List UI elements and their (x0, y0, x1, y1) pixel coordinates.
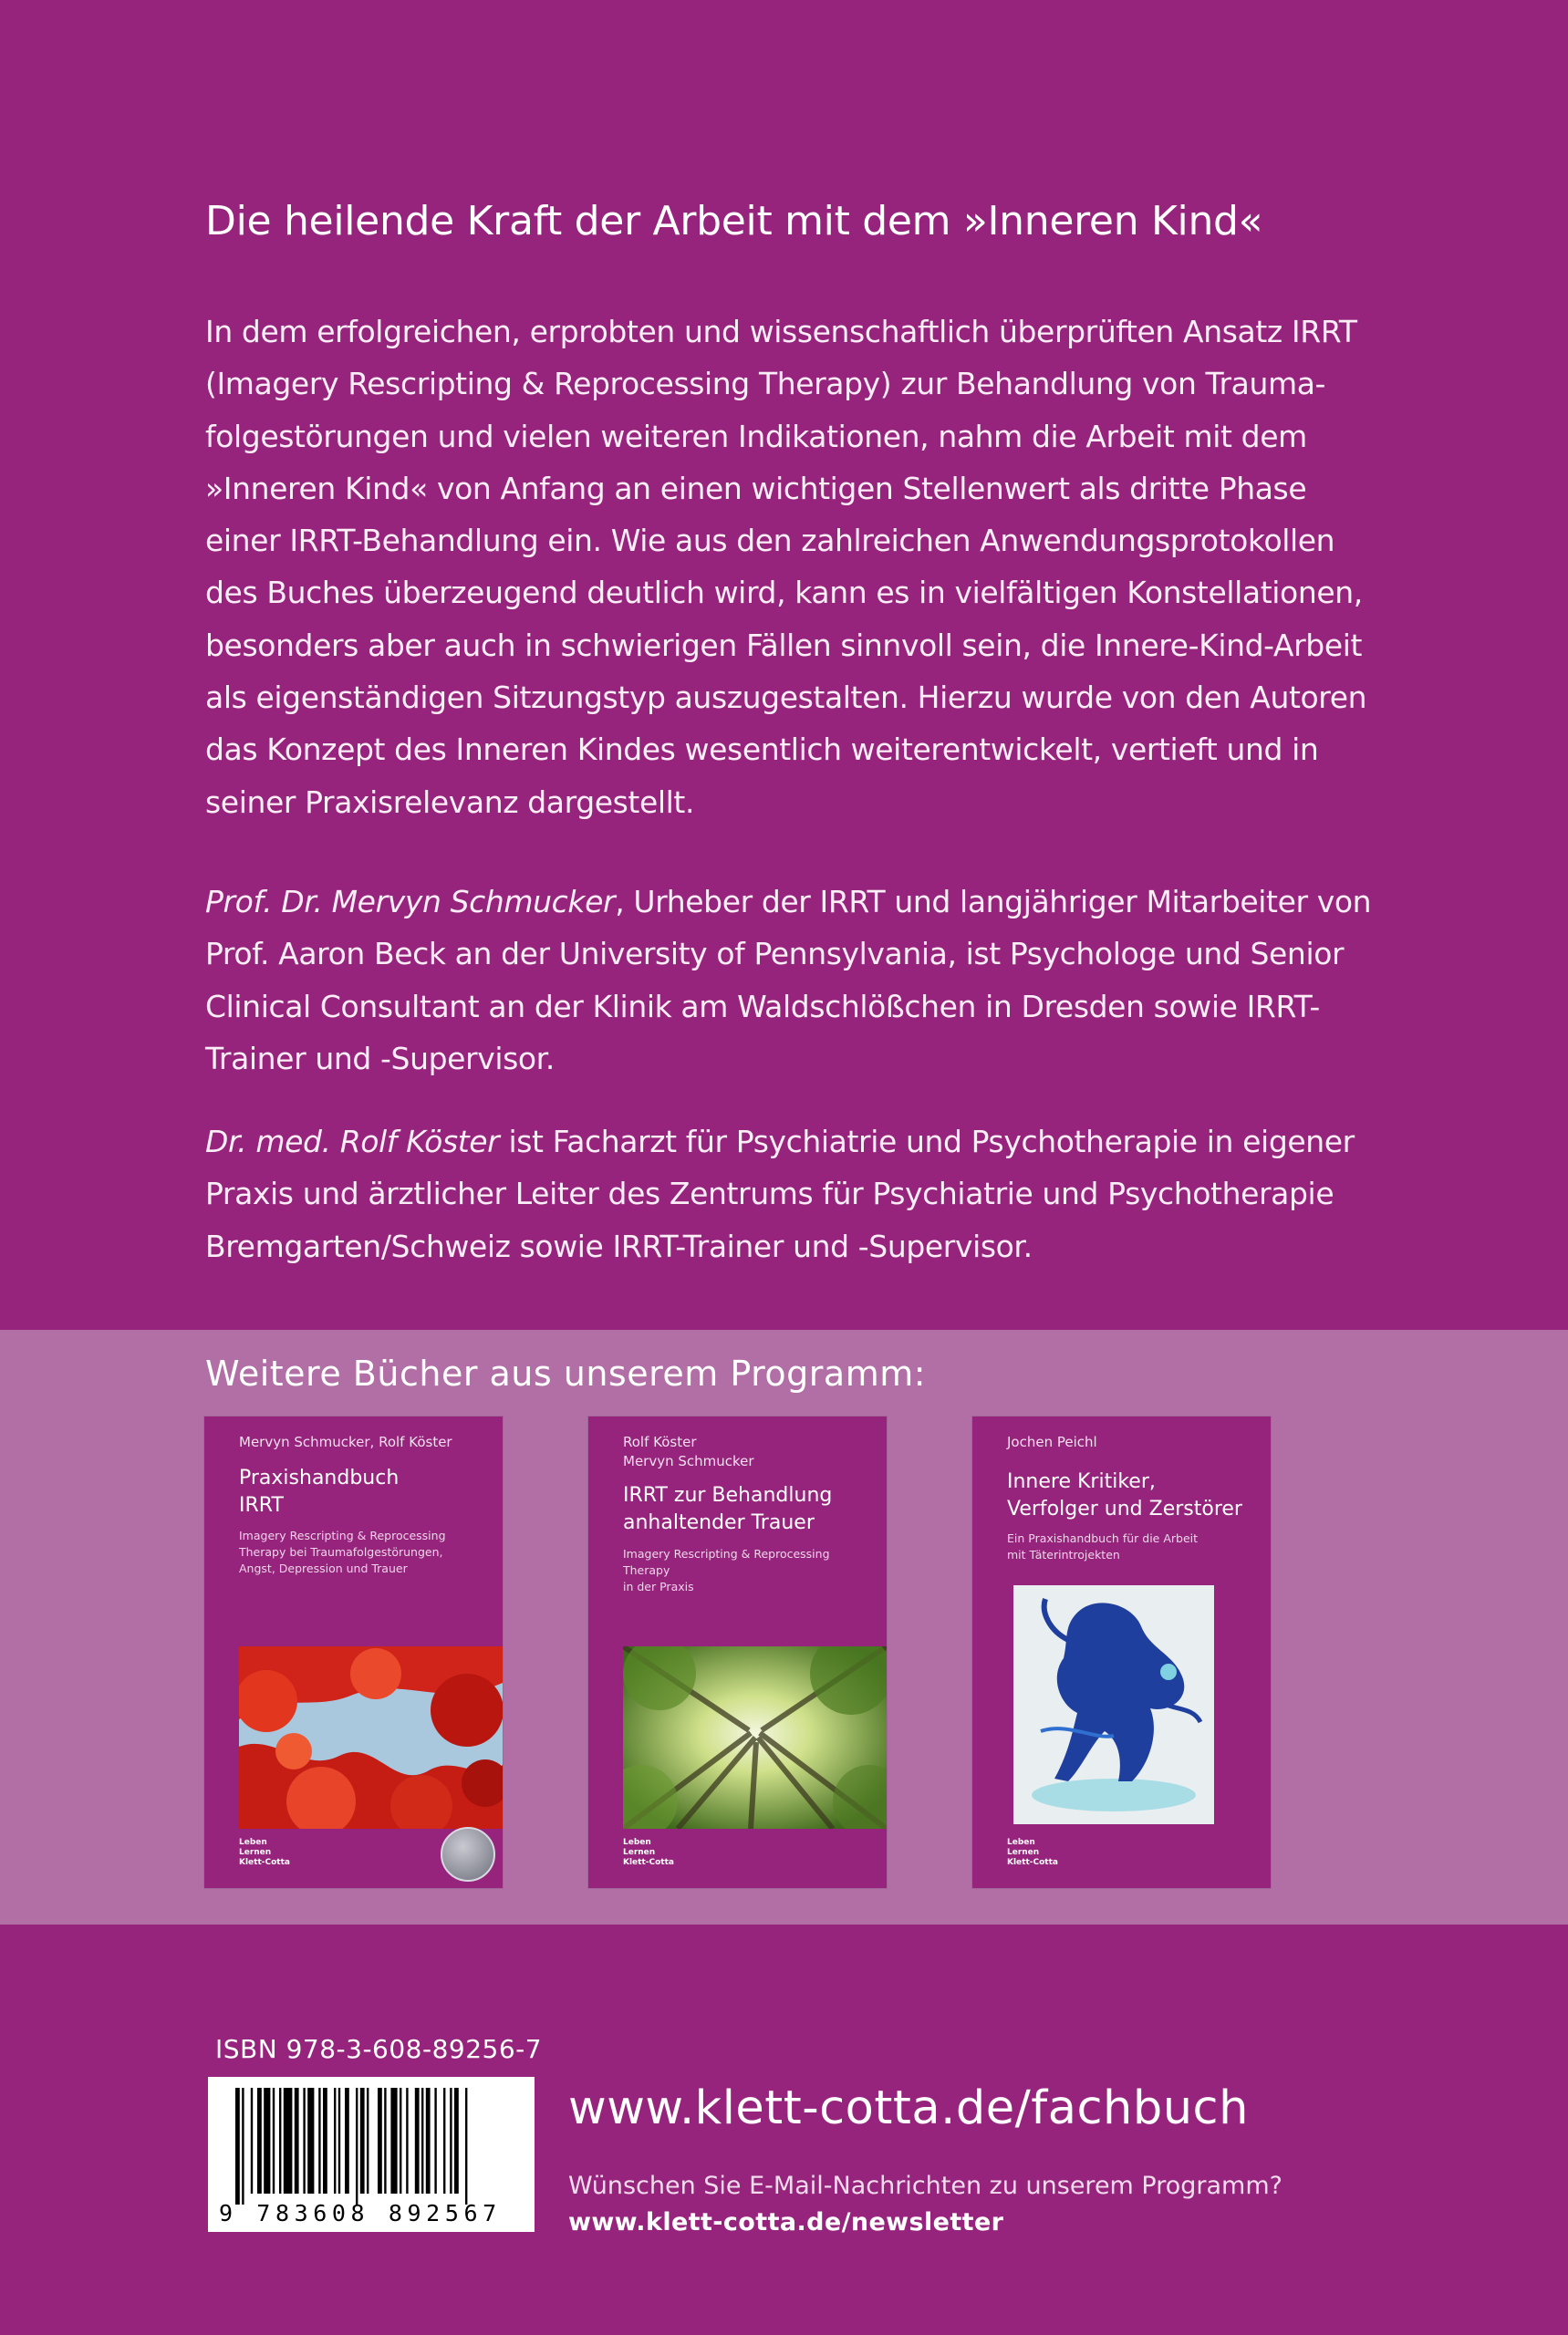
description-line: (Imagery Rescripting & Reprocessing Therapy) zur Behandlung von Trauma- (205, 366, 1326, 402)
description-line: das Konzept des Inneren Kindes wesentlich weiterentwickelt, vertieft und in (205, 732, 1319, 768)
barcode-bar (264, 2088, 270, 2194)
barcode-bar (384, 2088, 386, 2194)
book-cover-irrt-trauer (588, 1417, 887, 1888)
barcode-bar (450, 2088, 452, 2194)
barcode-bar (406, 2088, 408, 2194)
barcode-bar (338, 2088, 340, 2194)
barcode-bar (465, 2088, 467, 2205)
book-authors: Jochen Peichl (1007, 1434, 1097, 1450)
isbn: ISBN 978-3-608-89256-7 (215, 2034, 543, 2064)
description-line: als eigenständigen Sitzungstyp auszugestalten. Hierzu wurde von den Autoren (205, 680, 1367, 716)
author-bio-text: Bremgarten/Schweiz sowie IRRT-Trainer und -Supervisor. (205, 1228, 1033, 1264)
barcode-bar (367, 2088, 369, 2194)
barcode-bar (307, 2088, 314, 2194)
red-maple-leaves-image (239, 1646, 503, 1829)
barcode-digits: 9 783608 892567 (219, 2200, 502, 2226)
barcode-bar (434, 2088, 436, 2194)
award-badge (441, 1827, 495, 1882)
barcode-bar (345, 2088, 349, 2194)
barcode-bar (284, 2088, 293, 2194)
description-line: In dem erfolgreichen, erprobten und wissenschaftlich überprüften Ansatz IRRT (205, 314, 1357, 349)
barcode-bar (415, 2088, 420, 2194)
author-bio-text: ist Facharzt für Psychiatrie und Psychotherapie in eigener (499, 1124, 1355, 1159)
book-authors: Mervyn Schmucker, Rolf Köster (239, 1434, 452, 1450)
author-bio-schmucker (205, 876, 1418, 1084)
newsletter-question: Wünschen Sie E-Mail-Nachrichten zu unserem Programm? (568, 2172, 1282, 2200)
book-title: Praxishandbuch IRRT (239, 1467, 400, 1517)
barcode-bar (251, 2088, 253, 2194)
barcode-bar (235, 2088, 240, 2205)
barcode-bar (360, 2088, 365, 2194)
barcode (208, 2077, 535, 2232)
barcode-bar (323, 2088, 327, 2194)
blue-creature-painting (1013, 1585, 1214, 1824)
book-cover-innere-kritiker (972, 1417, 1271, 1888)
more-books-title: Weitere Bücher aus unserem Programm: (205, 1354, 927, 1394)
barcode-bar (390, 2088, 397, 2194)
author-bio-text: Clinical Consultant an der Klinik am Waldschlößchen in Dresden sowie IRRT- (205, 988, 1320, 1024)
barcode-bar (279, 2088, 281, 2194)
book-title: Innere Kritiker, Verfolger und Zerstörer (1007, 1470, 1242, 1520)
author-name: Dr. med. Rolf Köster (205, 1124, 500, 1159)
newsletter-link[interactable]: www.klett-cotta.de/newsletter (568, 2208, 1004, 2236)
barcode-bar (334, 2088, 336, 2194)
author-bio-koester (205, 1116, 1418, 1272)
description-line: »Inneren Kind« von Anfang an einen wichtigen Stellenwert als dritte Phase (205, 470, 1307, 506)
barcode-bar (421, 2088, 423, 2194)
barcode-bar (378, 2088, 382, 2194)
barcode-bar (242, 2088, 244, 2205)
description-line: folgestörungen und vielen weiteren Indikationen, nahm die Arbeit mit dem (205, 418, 1307, 454)
description-line: besonders aber auch in schwierigen Fällen sinnvoll sein, die Innere-Kind-Arbeit (205, 627, 1363, 663)
book-subtitle: Imagery Rescripting & Reprocessing Therapy in der Praxis (623, 1547, 830, 1593)
author-bio-text: Trainer und -Supervisor. (205, 1040, 555, 1076)
book-cover-praxishandbuch-irrt (204, 1417, 503, 1888)
barcode-bar (257, 2088, 262, 2194)
book-subtitle: Imagery Rescripting & Reprocessing Therapy bei Traumafolgestörungen, Angst, Depression und Trauer (239, 1529, 446, 1575)
headline: Die heilende Kraft der Arbeit mit dem »Inneren Kind« (205, 198, 1263, 244)
forest-canopy-image (623, 1646, 887, 1829)
publisher-logo: Leben Lernen Klett-Cotta (623, 1838, 674, 1867)
barcode-bar (303, 2088, 305, 2194)
description-line: des Buches überzeugend deutlich wird, kann es in vielfältigen Konstellationen, (205, 575, 1363, 611)
publisher-website[interactable]: www.klett-cotta.de/fachbuch (568, 2081, 1249, 2135)
barcode-bar (356, 2088, 358, 2205)
author-name: Prof. Dr. Mervyn Schmucker (205, 884, 616, 919)
barcode-bar (426, 2088, 431, 2194)
description-line: seiner Praxisrelevanz dargestellt. (205, 784, 695, 820)
barcode-bar (454, 2088, 459, 2194)
publisher-logo: Leben Lernen Klett-Cotta (239, 1838, 290, 1867)
author-bio-text: , Urheber der IRRT und langjähriger Mitarbeiter von (615, 884, 1372, 919)
publisher-logo: Leben Lernen Klett-Cotta (1007, 1838, 1058, 1867)
author-bio-text: Prof. Aaron Beck an der University of Pennsylvania, ist Psychologe und Senior (205, 936, 1345, 972)
barcode-bar (400, 2088, 401, 2194)
barcode-bar (273, 2088, 275, 2194)
book-authors: Rolf Köster Mervyn Schmucker (623, 1434, 754, 1469)
description-paragraph (205, 306, 1418, 828)
barcode-bar (295, 2088, 299, 2194)
book-subtitle: Ein Praxishandbuch für die Arbeit mit Täterintrojekten (1007, 1531, 1199, 1562)
barcode-bar (443, 2088, 445, 2194)
book-title: IRRT zur Behandlung anhaltender Trauer (623, 1484, 833, 1534)
barcode-bar (318, 2088, 320, 2194)
author-bio-text: Praxis und ärztlicher Leiter des Zentrums für Psychiatrie und Psychotherapie (205, 1176, 1334, 1212)
description-line: einer IRRT-Behandlung ein. Wie aus den zahlreichen Anwendungsprotokollen (205, 523, 1335, 559)
